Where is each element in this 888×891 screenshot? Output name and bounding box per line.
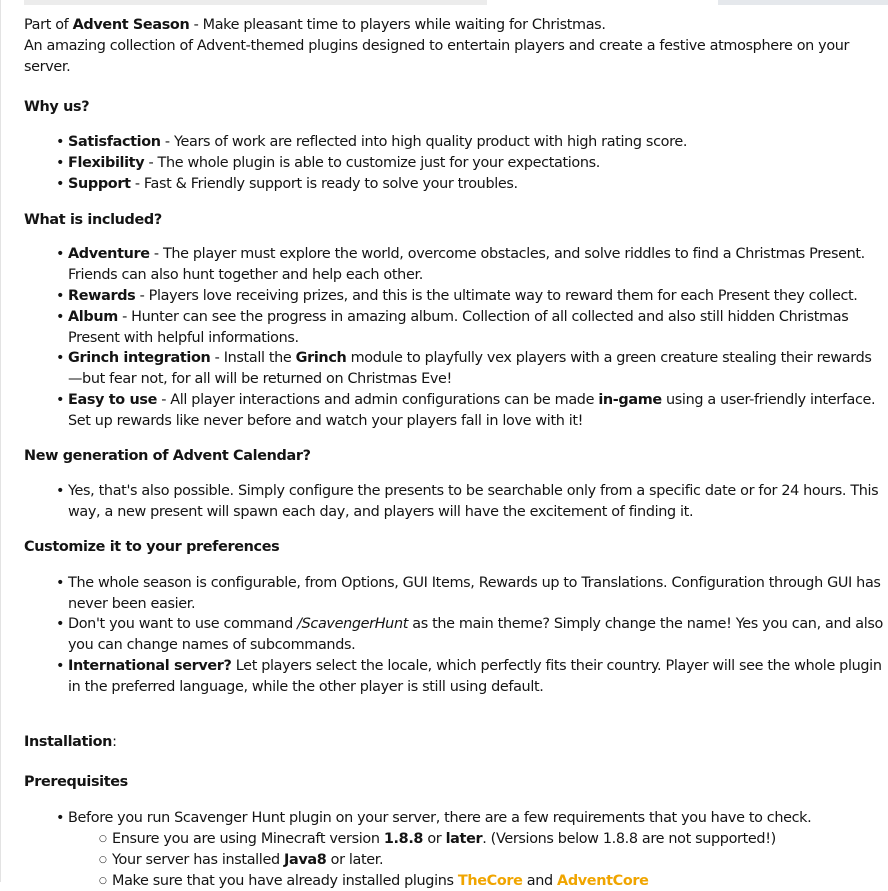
intro-line-1 <box>24 15 884 36</box>
list-item: • Album - Hunter can see the progress in amazing album. Collection of all collected and also still hidden Christmas Present with helpful informations. <box>68 307 884 349</box>
list-item: • Grinch integration - Install the Grinch module to playfully vex players with a green creature stealing their rewards—but fear not, for all will be returned on Christmas Eve! <box>68 348 884 390</box>
command-name: /ScavengerHunt <box>297 616 408 632</box>
list-item: • International server? Let players select the locale, which perfectly fits their country. Player will see the whole plugin in the preferred language, while the other player is still using default. <box>68 656 884 698</box>
why-us-heading: Why us? <box>24 97 884 118</box>
sub-list-item: ○ Make sure that you have already installed plugins TheCore and AdventCore <box>112 871 884 891</box>
list-item: • Rewards - Players love receiving prizes, and this is the ultimate way to reward them for each Present they collect. <box>68 286 884 307</box>
included-list <box>24 244 884 431</box>
prerequisites-heading: Prerequisites <box>24 772 884 793</box>
list-item: • Flexibility - The whole plugin is able to customize just for your expectations. <box>68 153 884 174</box>
intro-suffix: - Make pleasant time to players while waiting for Christmas. <box>189 17 605 33</box>
list-item: • Support - Fast & Friendly support is ready to solve your troubles. <box>68 174 884 195</box>
thecore-link[interactable]: TheCore <box>458 873 523 889</box>
adventcore-link[interactable]: AdventCore <box>557 873 649 889</box>
top-scrollbar-right <box>718 0 888 5</box>
intro-prefix: Part of <box>24 17 73 33</box>
list-item: • Yes, that's also possible. Simply configure the presents to be searchable only from a specific date or for 24 hours. This way, a new present will spawn each day, and players will have the excitement of finding it. <box>68 481 884 523</box>
customize-list <box>24 573 884 698</box>
list-item: • Satisfaction - Years of work are reflected into high quality product with high rating score. <box>68 132 884 153</box>
installation-heading: Installation: <box>24 732 884 753</box>
left-border <box>0 0 1 882</box>
why-us-list <box>24 132 884 194</box>
advent-season-label: Advent Season <box>73 17 190 33</box>
top-scrollbar-left <box>24 0 487 5</box>
list-item: • Adventure - The player must explore the world, overcome obstacles, and solve riddles to find a Christmas Present. Friends can also hunt together and help each other. <box>68 244 884 286</box>
sub-list-item: ○ Your server has installed Java8 or later. <box>112 850 884 871</box>
list-item: • Before you run Scavenger Hunt plugin on your server, there are a few requirements that you have to check. ○ Ensure you are using Minecraft version 1.8.8 or later. (Versions below 1.8.8 are not supported!) ○ Your server has installed Java8 or later. ○ Make sure that you have already installed plugins TheCore and AdventCore <box>68 808 884 891</box>
intro-line-2: An amazing collection of Advent-themed plugins designed to entertain players and create a festive atmosphere on your server. <box>24 36 884 78</box>
customize-heading: Customize it to your preferences <box>24 537 884 558</box>
prerequisites-list <box>24 808 884 891</box>
list-item: • Easy to use - All player interactions and admin configurations can be made in-game using a user-friendly interface. Set up rewards like never before and watch your players fall in love with it! <box>68 390 884 432</box>
new-generation-heading: New generation of Advent Calendar? <box>24 446 884 467</box>
list-item: • The whole season is configurable, from Options, GUI Items, Rewards up to Translations. Configuration through GUI has never been easier. <box>68 573 884 615</box>
description-content <box>24 15 884 891</box>
list-item: • Don't you want to use command /ScavengerHunt as the main theme? Simply change the name! Yes you can, and also you can change names of subcommands. <box>68 614 884 656</box>
new-generation-list <box>24 481 884 523</box>
sub-list-item: ○ Ensure you are using Minecraft version 1.8.8 or later. (Versions below 1.8.8 are not supported!) <box>112 829 884 850</box>
included-heading: What is included? <box>24 210 884 231</box>
